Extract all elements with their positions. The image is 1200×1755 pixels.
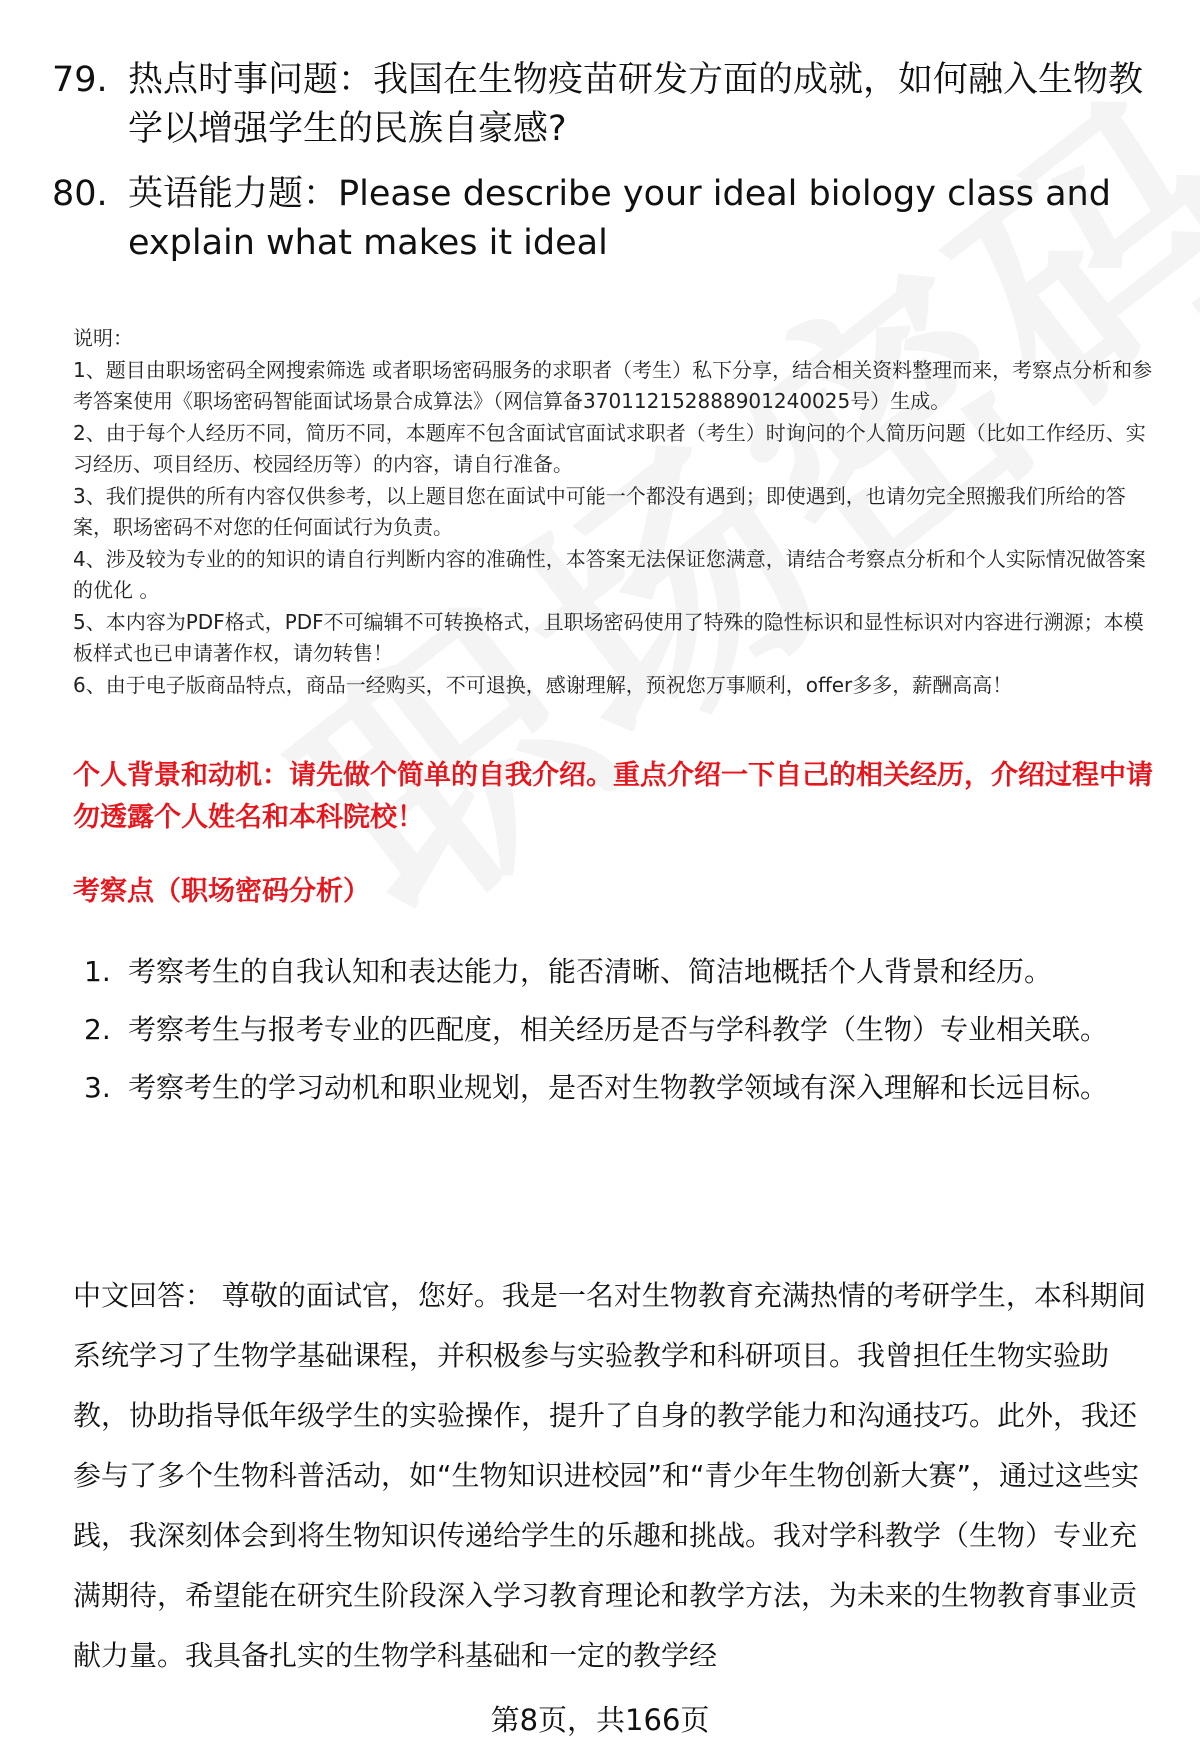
- note-item: 1、题目由职场密码全网搜索筛选 或者职场密码服务的求职者（考生）私下分享，结合相关资料整理而来，考察点分析和参考答案使用《职场密码智能面试场景合成算法》（网信算备370112152888901240025号）生成。: [73, 357, 1153, 413]
- disclaimer-notes: [73, 323, 1163, 701]
- analysis-heading: 考察点（职场密码分析）: [73, 876, 370, 907]
- answer-text: 尊敬的面试官，您好。我是一名对生物教育充满热情的考研学生，本科期间系统学习了生物学基础课程，并积极参与实验教学和科研项目。我曾担任生物实验助教，协助指导低年级学生的实验操作，提升了自身的教学能力和沟通技巧。此外，我还参与了多个生物科普活动，如“生物知识进校园”和“青少年生物创新大赛”，通过这些实践，我深刻体会到将生物知识传递给学生的乐趣和挑战。我对学科教学（生物）专业充满期待，希望能在研究生阶段深入学习教育理论和教学方法，为未来的生物教育事业贡献力量。我具备扎实的生物学科基础和一定的教学经: [73, 1279, 1146, 1672]
- point-number: 2.: [84, 1013, 111, 1046]
- answer-section: [73, 1266, 1161, 1686]
- question-number: 79.: [52, 60, 108, 100]
- page-footer: 第8页，共166页: [490, 1703, 710, 1737]
- analysis-point: [84, 943, 1134, 1001]
- answer-paragraph: [73, 1266, 1161, 1686]
- question-text: 热点时事问题：我国在生物疫苗研发方面的成就，如何融入生物教学以增强学生的民族自豪感?: [128, 60, 1144, 149]
- answer-label: 中文回答：: [73, 1279, 214, 1312]
- note-item: 5、本内容为PDF格式，PDF不可编辑不可转换格式，且职场密码使用了特殊的隐性标识和显性标识对内容进行溯源；本模板样式也已申请著作权，请勿转售！: [73, 609, 1144, 665]
- note-item: 2、由于每个人经历不同，简历不同，本题库不包含面试官面试求职者（考生）时询问的个人简历问题（比如工作经历、实习经历、项目经历、校园经历等）的内容，请自行准备。: [73, 420, 1146, 476]
- point-text: 考察考生的学习动机和职业规划，是否对生物教学领域有深入理解和长远目标。: [128, 1071, 1109, 1104]
- analysis-list: [84, 943, 1134, 1117]
- analysis-point: [84, 1001, 1134, 1059]
- point-text: 考察考生的自我认知和表达能力，能否清晰、简洁地概括个人背景和经历。: [128, 955, 1053, 988]
- note-item: 3、我们提供的所有内容仅供参考，以上题目您在面试中可能一个都没有遇到；即使遇到，也请勿完全照搬我们所给的答案，职场密码不对您的任何面试行为负责。: [73, 483, 1126, 539]
- point-number: 3.: [84, 1071, 111, 1104]
- question-text: 英语能力题：Please describe your ideal biology class and explain what makes it ideal: [128, 174, 1111, 263]
- point-text: 考察考生与报考专业的匹配度，相关经历是否与学科教学（生物）专业相关联。: [128, 1013, 1109, 1046]
- note-item: 4、涉及较为专业的的知识的请自行判断内容的准确性，本答案无法保证您满意，请结合考察点分析和个人实际情况做答案的优化 。: [73, 546, 1146, 602]
- question-79: [52, 56, 1162, 154]
- interview-question: 个人背景和动机：请先做个简单的自我介绍。重点介绍一下自己的相关经历，介绍过程中请勿透露个人姓名和本科院校！: [73, 760, 1153, 833]
- point-number: 1.: [84, 955, 111, 988]
- analysis-point: [84, 1059, 1134, 1117]
- question-number: 80.: [52, 174, 108, 214]
- notes-title: 说明：: [73, 326, 133, 350]
- question-80: [52, 170, 1162, 268]
- note-item: 6、由于电子版商品特点，商品一经购买，不可退换，感谢理解，预祝您万事顺利，offer多多，薪酬高高！: [73, 672, 1013, 697]
